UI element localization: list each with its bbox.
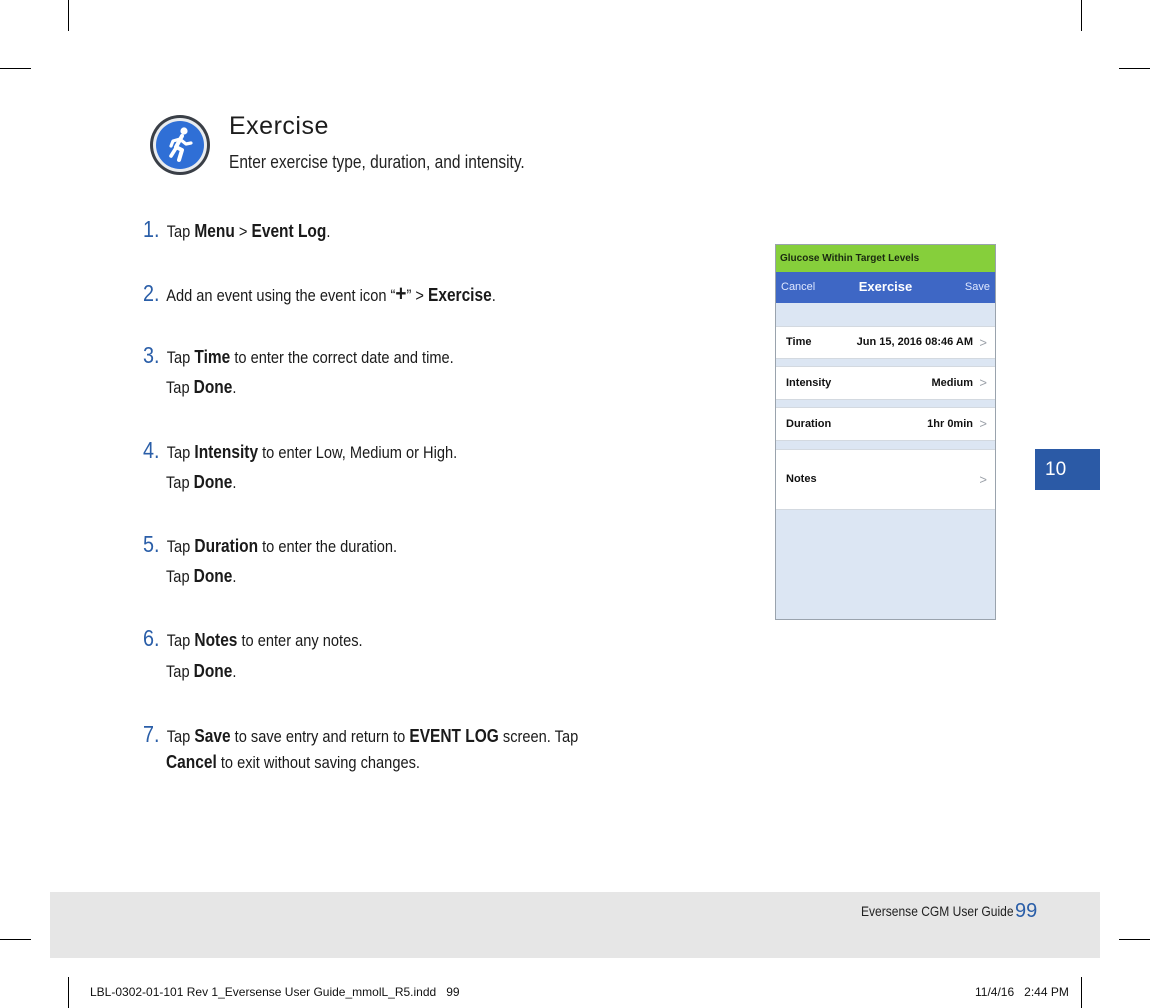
ui-term: Done [193, 566, 233, 586]
chapter-tab: 10 [1035, 449, 1100, 490]
step-text: Tap [166, 537, 191, 556]
step-text: screen. Tap [502, 727, 579, 746]
slug-file-info: LBL-0302-01-101 Rev 1_Eversense User Guide_mmolL_R5.indd 99 [90, 985, 460, 999]
glucose-status-banner: Glucose Within Target Levels [776, 245, 995, 272]
slug-timestamp: 11/4/16 2:44 PM [975, 985, 1069, 999]
ui-term: Menu [194, 221, 235, 241]
step-2 [143, 280, 496, 307]
step-text: Tap [166, 727, 191, 746]
step-text: Tap [166, 567, 190, 586]
footer-band [50, 892, 1100, 958]
ui-term: Time [194, 347, 231, 367]
row-value: Medium [931, 377, 973, 389]
step-text: Tap [166, 378, 190, 397]
step-text: Tap [166, 662, 190, 681]
time-row[interactable] [776, 326, 995, 359]
step-text: . [232, 378, 237, 397]
intensity-row[interactable] [776, 366, 995, 400]
ui-term: Done [193, 661, 233, 681]
crop-mark [1119, 68, 1150, 69]
chevron-right-icon: > [979, 335, 987, 350]
ui-term: EVENT LOG [409, 726, 499, 746]
exercise-icon [149, 114, 211, 176]
crop-mark [0, 68, 31, 69]
chevron-right-icon: > [979, 472, 987, 487]
crop-mark [0, 939, 31, 940]
step-7 [143, 721, 578, 748]
crop-mark [1119, 939, 1150, 940]
step-text: . [232, 473, 237, 492]
step-number: 7. [143, 721, 160, 747]
ui-term: Notes [194, 630, 238, 650]
cancel-button[interactable]: Cancel [781, 281, 816, 293]
ui-term: Save [194, 726, 231, 746]
step-number: 1. [143, 216, 160, 242]
step-text: . [491, 286, 496, 305]
step-text: to enter the duration. [262, 537, 398, 556]
step-text: to save entry and return to [234, 727, 406, 746]
duration-row[interactable] [776, 407, 995, 441]
chevron-right-icon: > [979, 416, 987, 431]
ui-term: Done [193, 377, 233, 397]
row-value: Jun 15, 2016 08:46 AM [856, 336, 973, 348]
page-number: 99 [1015, 900, 1038, 922]
step-text: Tap [166, 222, 191, 241]
step-number: 5. [143, 531, 160, 557]
step-text: Add an event using the event icon “ [166, 286, 396, 305]
section-subtitle: Enter exercise type, duration, and intensity. [229, 152, 525, 172]
ui-term: Duration [194, 536, 259, 556]
step-number: 2. [143, 280, 160, 306]
step-4-done [166, 472, 236, 493]
step-text: . [232, 662, 237, 681]
step-5 [143, 531, 397, 558]
phone-screenshot [775, 244, 996, 620]
save-button[interactable]: Save [964, 281, 990, 293]
step-3 [143, 342, 454, 369]
ui-term: Exercise [428, 285, 492, 305]
step-6 [143, 625, 363, 652]
chevron-right-icon: > [979, 375, 987, 390]
step-text: > [238, 222, 248, 241]
crop-mark [68, 0, 69, 31]
step-text: Tap [166, 443, 191, 462]
ui-term: Cancel [166, 752, 217, 772]
step-4 [143, 437, 457, 464]
notes-row[interactable] [776, 449, 995, 510]
step-text: to enter any notes. [241, 631, 363, 650]
step-text: Tap [166, 473, 190, 492]
ui-term: Event Log [251, 221, 327, 241]
step-3-done [166, 377, 236, 398]
crop-mark [1081, 0, 1082, 31]
step-text: to enter the correct date and time. [234, 348, 454, 367]
step-text: Tap [166, 631, 191, 650]
crop-mark [68, 977, 69, 1008]
step-text: Tap [166, 348, 191, 367]
plus-icon: + [395, 281, 407, 306]
step-text: to exit without saving changes. [220, 753, 420, 772]
row-label: Notes [786, 473, 817, 485]
row-label: Duration [786, 418, 832, 430]
step-text: to enter Low, Medium or High. [262, 443, 458, 462]
step-text: . [232, 567, 237, 586]
nav-bar [776, 272, 995, 303]
row-label: Time [786, 336, 812, 348]
step-number: 6. [143, 625, 160, 651]
screen-title: Exercise [858, 279, 913, 294]
ui-term: Intensity [194, 442, 259, 462]
step-number: 3. [143, 342, 160, 368]
row-value: 1hr 0min [927, 418, 973, 430]
crop-mark [1081, 977, 1082, 1008]
step-6-done [166, 661, 236, 682]
step-5-done [166, 566, 236, 587]
footer-guide-title: Eversense CGM User Guide [861, 903, 1014, 919]
step-1 [143, 216, 330, 243]
row-label: Intensity [786, 377, 832, 389]
ui-term: Done [193, 472, 233, 492]
step-text: ” > [406, 286, 424, 305]
step-number: 4. [143, 437, 160, 463]
step-text: . [326, 222, 331, 241]
section-title: Exercise [229, 112, 329, 140]
step-7-cont [166, 752, 420, 773]
